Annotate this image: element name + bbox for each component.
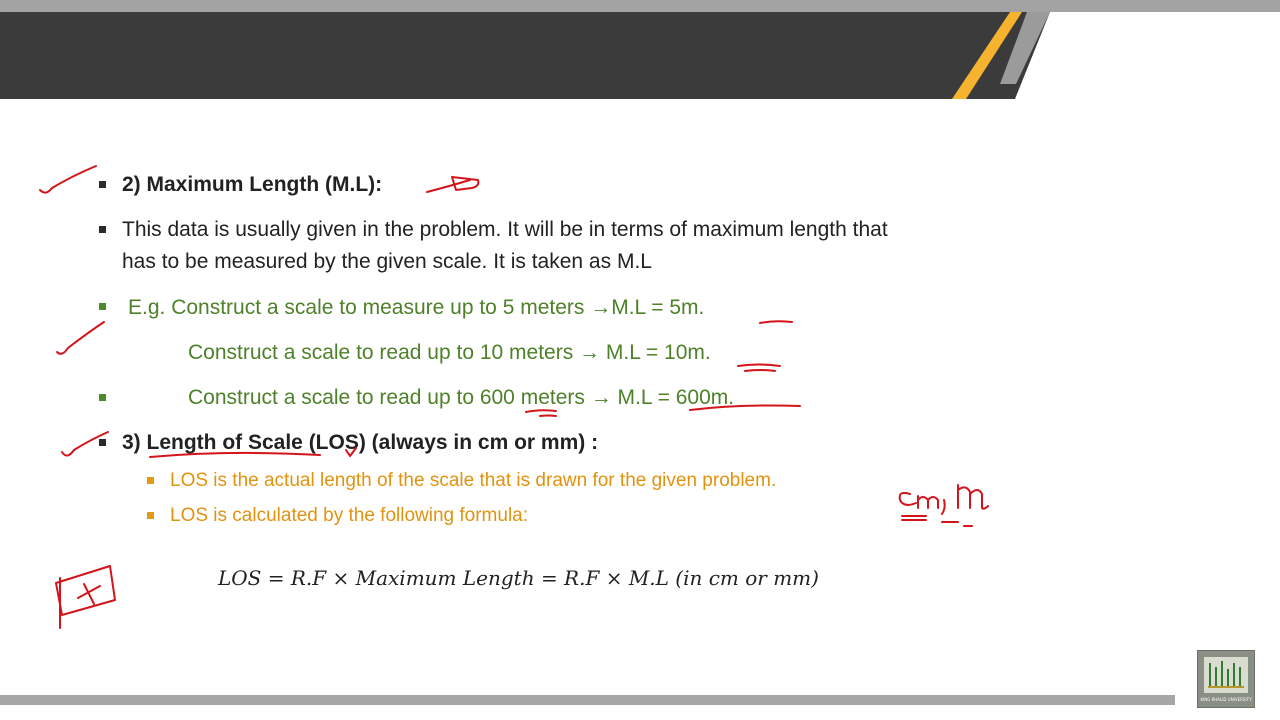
bullet-marker (99, 439, 106, 446)
logo-emblem (1204, 657, 1248, 693)
los-formula: LOS = R.F × Maximum Length = R.F × M.L (in cm or mm) (218, 566, 819, 590)
underline-annotation (760, 321, 792, 323)
logo-emblem-icon (1204, 657, 1248, 693)
arrow-annotation (427, 177, 478, 192)
max-length-heading: 2) Maximum Length (M.L): (122, 173, 383, 196)
sub-bullet-marker (147, 512, 154, 519)
logo-caption: KING KHALID UNIVERSITY (1200, 697, 1252, 702)
example-line-2: Construct a scale to read up to 10 meters → M.L = 10m. (188, 341, 711, 364)
bullet-marker (99, 226, 106, 233)
header-accent-stripes (0, 0, 1280, 110)
boxed-cross-annotation (78, 584, 100, 604)
checkmark-annotation (57, 322, 104, 354)
underline-annotation (738, 365, 780, 372)
los-definition: LOS is the actual length of the scale that is drawn for the given problem. (170, 470, 777, 491)
los-heading: 3) Length of Scale (LOS) (always in cm or mm) : (122, 431, 599, 454)
bullet-marker (99, 181, 106, 188)
max-length-description-line2: has to be measured by the given scale. It is taken as M.L (122, 250, 652, 273)
example-line-3: Construct a scale to read up to 600 meters → M.L = 600m. (188, 386, 735, 409)
footer-bar (0, 695, 1175, 705)
units-annotation (900, 493, 945, 514)
checkmark-annotation (40, 166, 96, 193)
sub-bullet-marker (147, 477, 154, 484)
boxed-cross-annotation (56, 566, 115, 628)
max-length-description-line1: This data is usually given in the problem. It will be in terms of maximum length that (122, 218, 888, 241)
underline-annotation (902, 516, 972, 526)
bullet-marker (99, 303, 106, 310)
units-annotation (958, 485, 988, 509)
university-logo (1197, 650, 1255, 708)
example-line-1: E.g. Construct a scale to measure up to 5 meters →M.L = 5m. (128, 296, 705, 319)
bullet-marker (99, 394, 106, 401)
los-formula-intro: LOS is calculated by the following formula: (170, 505, 529, 526)
